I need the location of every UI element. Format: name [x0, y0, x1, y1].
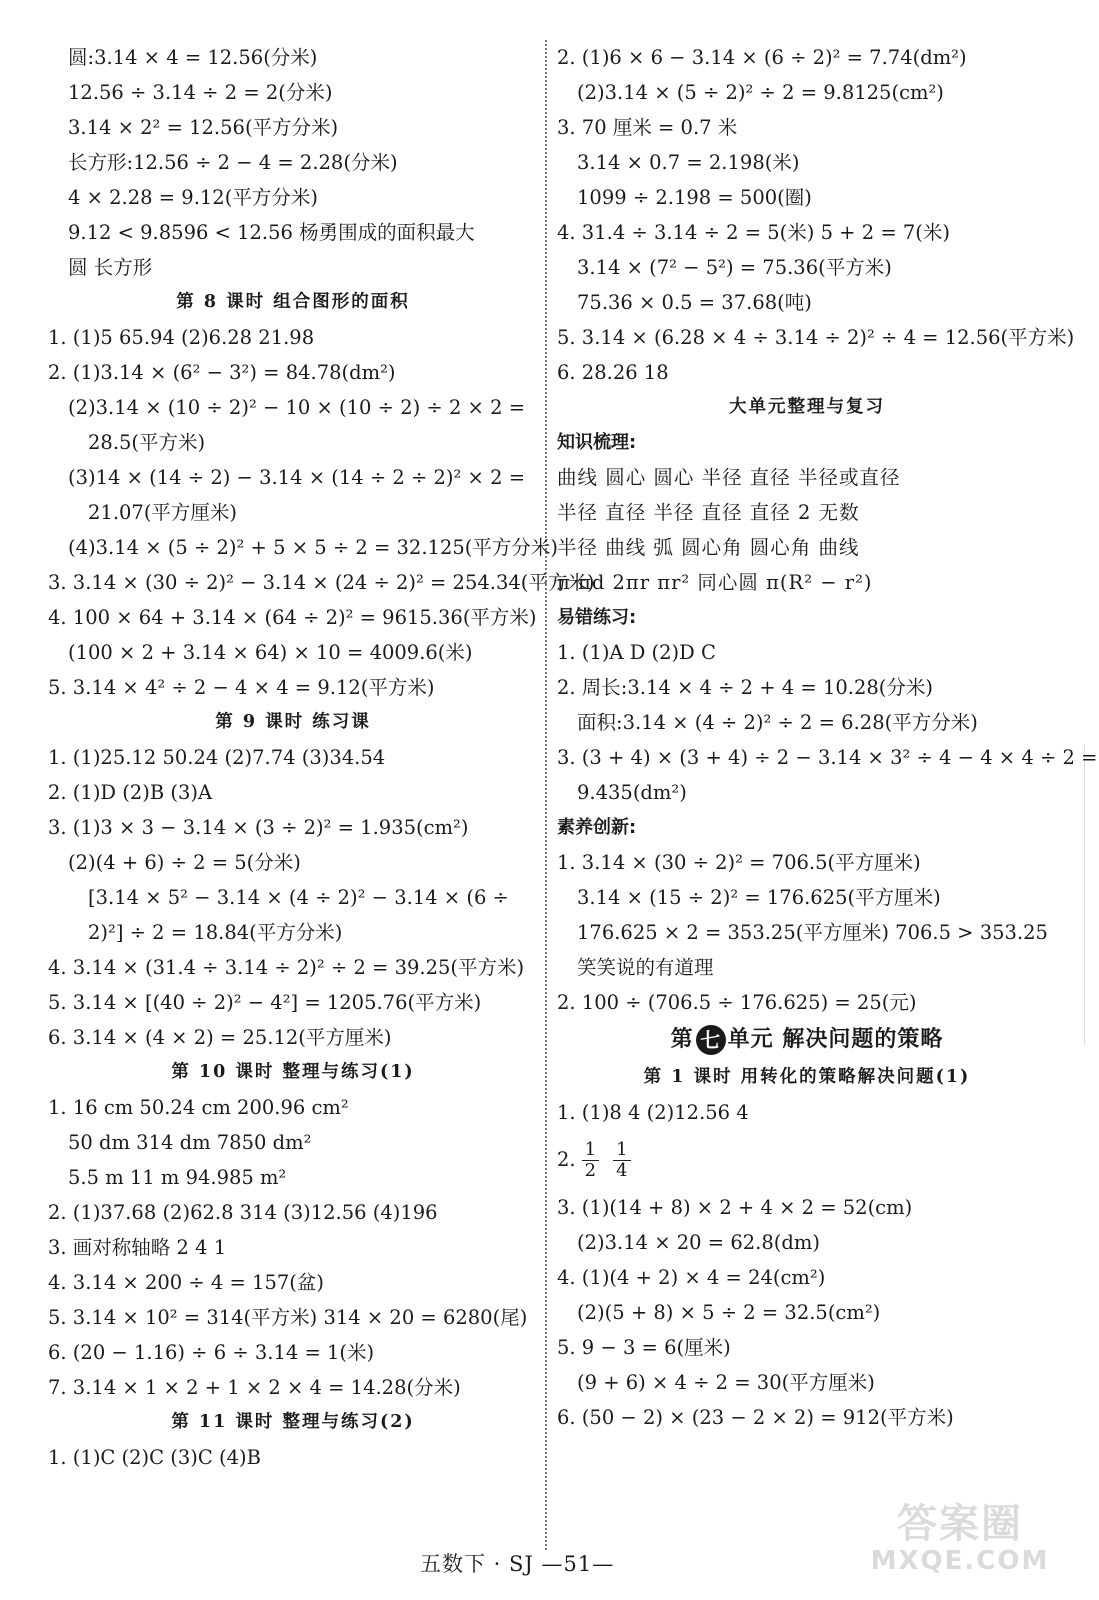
answer-line: π πd 2πr πr² 同心圆 π(R² − r²) — [557, 571, 873, 594]
unit-number-badge: 七 — [696, 1025, 726, 1055]
answer-line: 50 dm 314 dm 7850 dm² — [68, 1131, 312, 1154]
answer-line: 5.5 m 11 m 94.985 m² — [68, 1166, 287, 1189]
answer-line: 4. 31.4 ÷ 3.14 ÷ 2 = 5(米) 5 + 2 = 7(米) — [557, 221, 950, 244]
answer-line: 21.07(平方厘米) — [88, 501, 238, 524]
answer-line: 半径 曲线 弧 圆心角 圆心角 曲线 — [557, 536, 860, 559]
answer-line: (100 × 2 + 3.14 × 64) × 10 = 4009.6(米) — [68, 641, 473, 664]
fraction-denominator: 4 — [616, 1159, 628, 1181]
answer-line: [3.14 × 5² − 3.14 × (4 ÷ 2)² − 3.14 × (6 ÷ — [88, 886, 509, 909]
answer-line: 5. 3.14 × 10² = 314(平方米) 314 × 20 = 6280(尾) — [48, 1306, 528, 1329]
answer-line: (4)3.14 × (5 ÷ 2)² + 5 × 5 ÷ 2 = 32.125(平方分米) — [68, 536, 558, 559]
answer-line: 1. 16 cm 50.24 cm 200.96 cm² — [48, 1096, 349, 1119]
answer-line: 4. 3.14 × 200 ÷ 4 = 157(盆) — [48, 1271, 324, 1294]
right-column — [557, 40, 1098, 1435]
answer-line: 1099 ÷ 2.198 = 500(圈) — [577, 186, 812, 209]
watermark-site-text: MXQE.COM — [870, 1546, 1050, 1576]
answer-line: 圆 长方形 — [68, 256, 153, 279]
page-footer: 五数下 · SJ —51— — [420, 1552, 615, 1576]
answer-line: (2)3.14 × (5 ÷ 2)² ÷ 2 = 9.8125(cm²) — [577, 81, 944, 104]
answer-line: (2)3.14 × 20 = 62.8(dm) — [577, 1231, 820, 1254]
answer-line: (2)(4 + 6) ÷ 2 = 5(分米) — [68, 851, 301, 874]
answer-line-fractions — [557, 1130, 1057, 1190]
answer-line: 2. 100 ÷ (706.5 ÷ 176.625) = 25(元) — [557, 991, 917, 1014]
answer-line: 长方形:12.56 ÷ 2 − 4 = 2.28(分米) — [68, 151, 398, 174]
answer-line: (2)(5 + 8) × 5 ÷ 2 = 32.5(cm²) — [577, 1301, 881, 1324]
fraction-numerator: 1 — [582, 1140, 599, 1161]
answer-line: 3.14 × 0.7 = 2.198(米) — [577, 151, 800, 174]
answer-line: 3. (1)(14 + 8) × 2 + 4 × 2 = 52(cm) — [557, 1196, 913, 1219]
unit-title-prefix: 第 — [670, 1027, 694, 1052]
answer-line: (9 + 6) × 4 ÷ 2 = 30(平方厘米) — [577, 1371, 875, 1394]
answer-line: 7. 3.14 × 1 × 2 + 1 × 2 × 4 = 14.28(分米) — [48, 1376, 461, 1399]
answer-line: 5. 9 − 3 = 6(厘米) — [557, 1336, 731, 1359]
lesson-heading: 第 1 课时 用转化的策略解决问题(1) — [643, 1067, 971, 1087]
answer-line: 1. 3.14 × (30 ÷ 2)² = 706.5(平方厘米) — [557, 851, 921, 874]
answer-line: (3)14 × (14 ÷ 2) − 3.14 × (14 ÷ 2 ÷ 2)² × 2 = — [68, 466, 526, 489]
answer-line: 2. 周长:3.14 × 4 ÷ 2 + 4 = 10.28(分米) — [557, 676, 933, 699]
answer-line: 4. 3.14 × (31.4 ÷ 3.14 ÷ 2)² ÷ 2 = 39.25(平方米) — [48, 956, 525, 979]
answer-line: 1. (1)5 65.94 (2)6.28 21.98 — [48, 326, 315, 349]
answer-line: 1. (1)A D (2)D C — [557, 641, 716, 664]
answer-line: 1. (1)25.12 50.24 (2)7.74 (3)34.54 — [48, 746, 386, 769]
left-column — [48, 40, 595, 1475]
answer-line: 3.14 × (7² − 5²) = 75.36(平方米) — [577, 256, 892, 279]
answer-line: 5. 3.14 × (6.28 × 4 ÷ 3.14 ÷ 2)² ÷ 4 = 12.56(平方米) — [557, 326, 1075, 349]
answer-line: 5. 3.14 × [(40 ÷ 2)² − 4²] = 1205.76(平方米) — [48, 991, 482, 1014]
answer-line: 3. (3 + 4) × (3 + 4) ÷ 2 − 3.14 × 3² ÷ 4 − 4 × 4 ÷ 2 = — [557, 746, 1098, 769]
answer-line: 3. (1)3 × 3 − 3.14 × (3 ÷ 2)² = 1.935(cm²) — [48, 816, 469, 839]
answer-line: 3.14 × 2² = 12.56(平方分米) — [68, 116, 339, 139]
fraction-denominator: 2 — [584, 1159, 597, 1181]
answer-line: 2. (1)6 × 6 − 3.14 × (6 ÷ 2)² = 7.74(dm²) — [557, 46, 967, 69]
answer-line: 2)²] ÷ 2 = 18.84(平方分米) — [88, 921, 343, 944]
answer-line: 9.12 < 9.8596 < 12.56 杨勇围成的面积最大 — [68, 221, 475, 244]
margin-rule — [1084, 745, 1085, 1045]
answer-line: 曲线 圆心 圆心 半径 直径 半径或直径 — [557, 466, 901, 489]
review-heading: 大单元整理与复习 — [729, 397, 885, 417]
answer-line: 2. (1)D (2)B (3)A — [48, 781, 213, 804]
answer-line: 6. 3.14 × (4 × 2) = 25.12(平方厘米) — [48, 1026, 392, 1049]
answer-line: 圆:3.14 × 4 = 12.56(分米) — [68, 46, 318, 69]
fraction — [582, 1140, 599, 1181]
section-label-innovation: 素养创新: — [557, 817, 637, 838]
unit-title-text: 单元 解决问题的策略 — [727, 1027, 944, 1052]
lesson-heading: 第 9 课时 练习课 — [215, 712, 371, 732]
answer-line: 1. (1)8 4 (2)12.56 4 — [557, 1101, 749, 1124]
answer-line: 3.14 × (15 ÷ 2)² = 176.625(平方厘米) — [577, 886, 941, 909]
answer-line: 5. 3.14 × 4² ÷ 2 − 4 × 4 = 9.12(平方米) — [48, 676, 435, 699]
answer-line: (2)3.14 × (10 ÷ 2)² − 10 × (10 ÷ 2) ÷ 2 × 2 = — [68, 396, 526, 419]
answer-line: 1. (1)C (2)C (3)C (4)B — [48, 1446, 261, 1469]
column-divider — [545, 40, 547, 1550]
section-label-mistakes: 易错练习: — [557, 607, 637, 628]
answer-line: 2. (1)37.68 (2)62.8 314 (3)12.56 (4)196 — [48, 1201, 438, 1224]
answer-line: 3. 画对称轴略 2 4 1 — [48, 1236, 227, 1259]
unit-title — [557, 1020, 1057, 1060]
fraction-group — [582, 1140, 631, 1181]
section-label-knowledge: 知识梳理: — [557, 432, 637, 453]
answer-line: 4. (1)(4 + 2) × 4 = 24(cm²) — [557, 1266, 826, 1289]
answer-line: 75.36 × 0.5 = 37.68(吨) — [577, 291, 812, 314]
lesson-heading: 第 8 课时 组合图形的面积 — [176, 292, 410, 312]
answer-line: 176.625 × 2 = 353.25(平方厘米) 706.5 > 353.25 — [577, 921, 1048, 944]
answer-line: 4. 100 × 64 + 3.14 × (64 ÷ 2)² = 9615.36(平方米) — [48, 606, 537, 629]
answer-line: 面积:3.14 × (4 ÷ 2)² ÷ 2 = 6.28(平方分米) — [577, 711, 978, 734]
answer-line: 2. (1)3.14 × (6² − 3²) = 84.78(dm²) — [48, 361, 396, 384]
watermark-logo-text: 答案圈 — [897, 1501, 1023, 1547]
answer-line: 半径 直径 半径 直径 直径 2 无数 — [557, 501, 860, 524]
lesson-heading: 第 11 课时 整理与练习(2) — [171, 1412, 415, 1432]
answer-line: 4 × 2.28 = 9.12(平方分米) — [68, 186, 318, 209]
fraction-numerator: 1 — [613, 1140, 630, 1161]
answer-line: 9.435(dm²) — [577, 781, 687, 804]
answer-line: 28.5(平方米) — [88, 431, 206, 454]
answer-line: 6. (20 − 1.16) ÷ 6 ÷ 3.14 = 1(米) — [48, 1341, 375, 1364]
answer-line: 笑笑说的有道理 — [577, 956, 714, 979]
answer-line: 6. (50 − 2) × (23 − 2 × 2) = 912(平方米) — [557, 1406, 954, 1429]
answer-line: 6. 28.26 18 — [557, 361, 669, 384]
question-number: 2. — [557, 1148, 576, 1171]
answer-line: 3. 3.14 × (30 ÷ 2)² − 3.14 × (24 ÷ 2)² = 254.34(平方米) — [48, 571, 595, 594]
answer-line: 12.56 ÷ 3.14 ÷ 2 = 2(分米) — [68, 81, 333, 104]
fraction — [613, 1140, 630, 1181]
watermark — [860, 1502, 1060, 1576]
lesson-heading: 第 10 课时 整理与练习(1) — [171, 1062, 415, 1082]
answer-line: 3. 70 厘米 = 0.7 米 — [557, 116, 738, 139]
